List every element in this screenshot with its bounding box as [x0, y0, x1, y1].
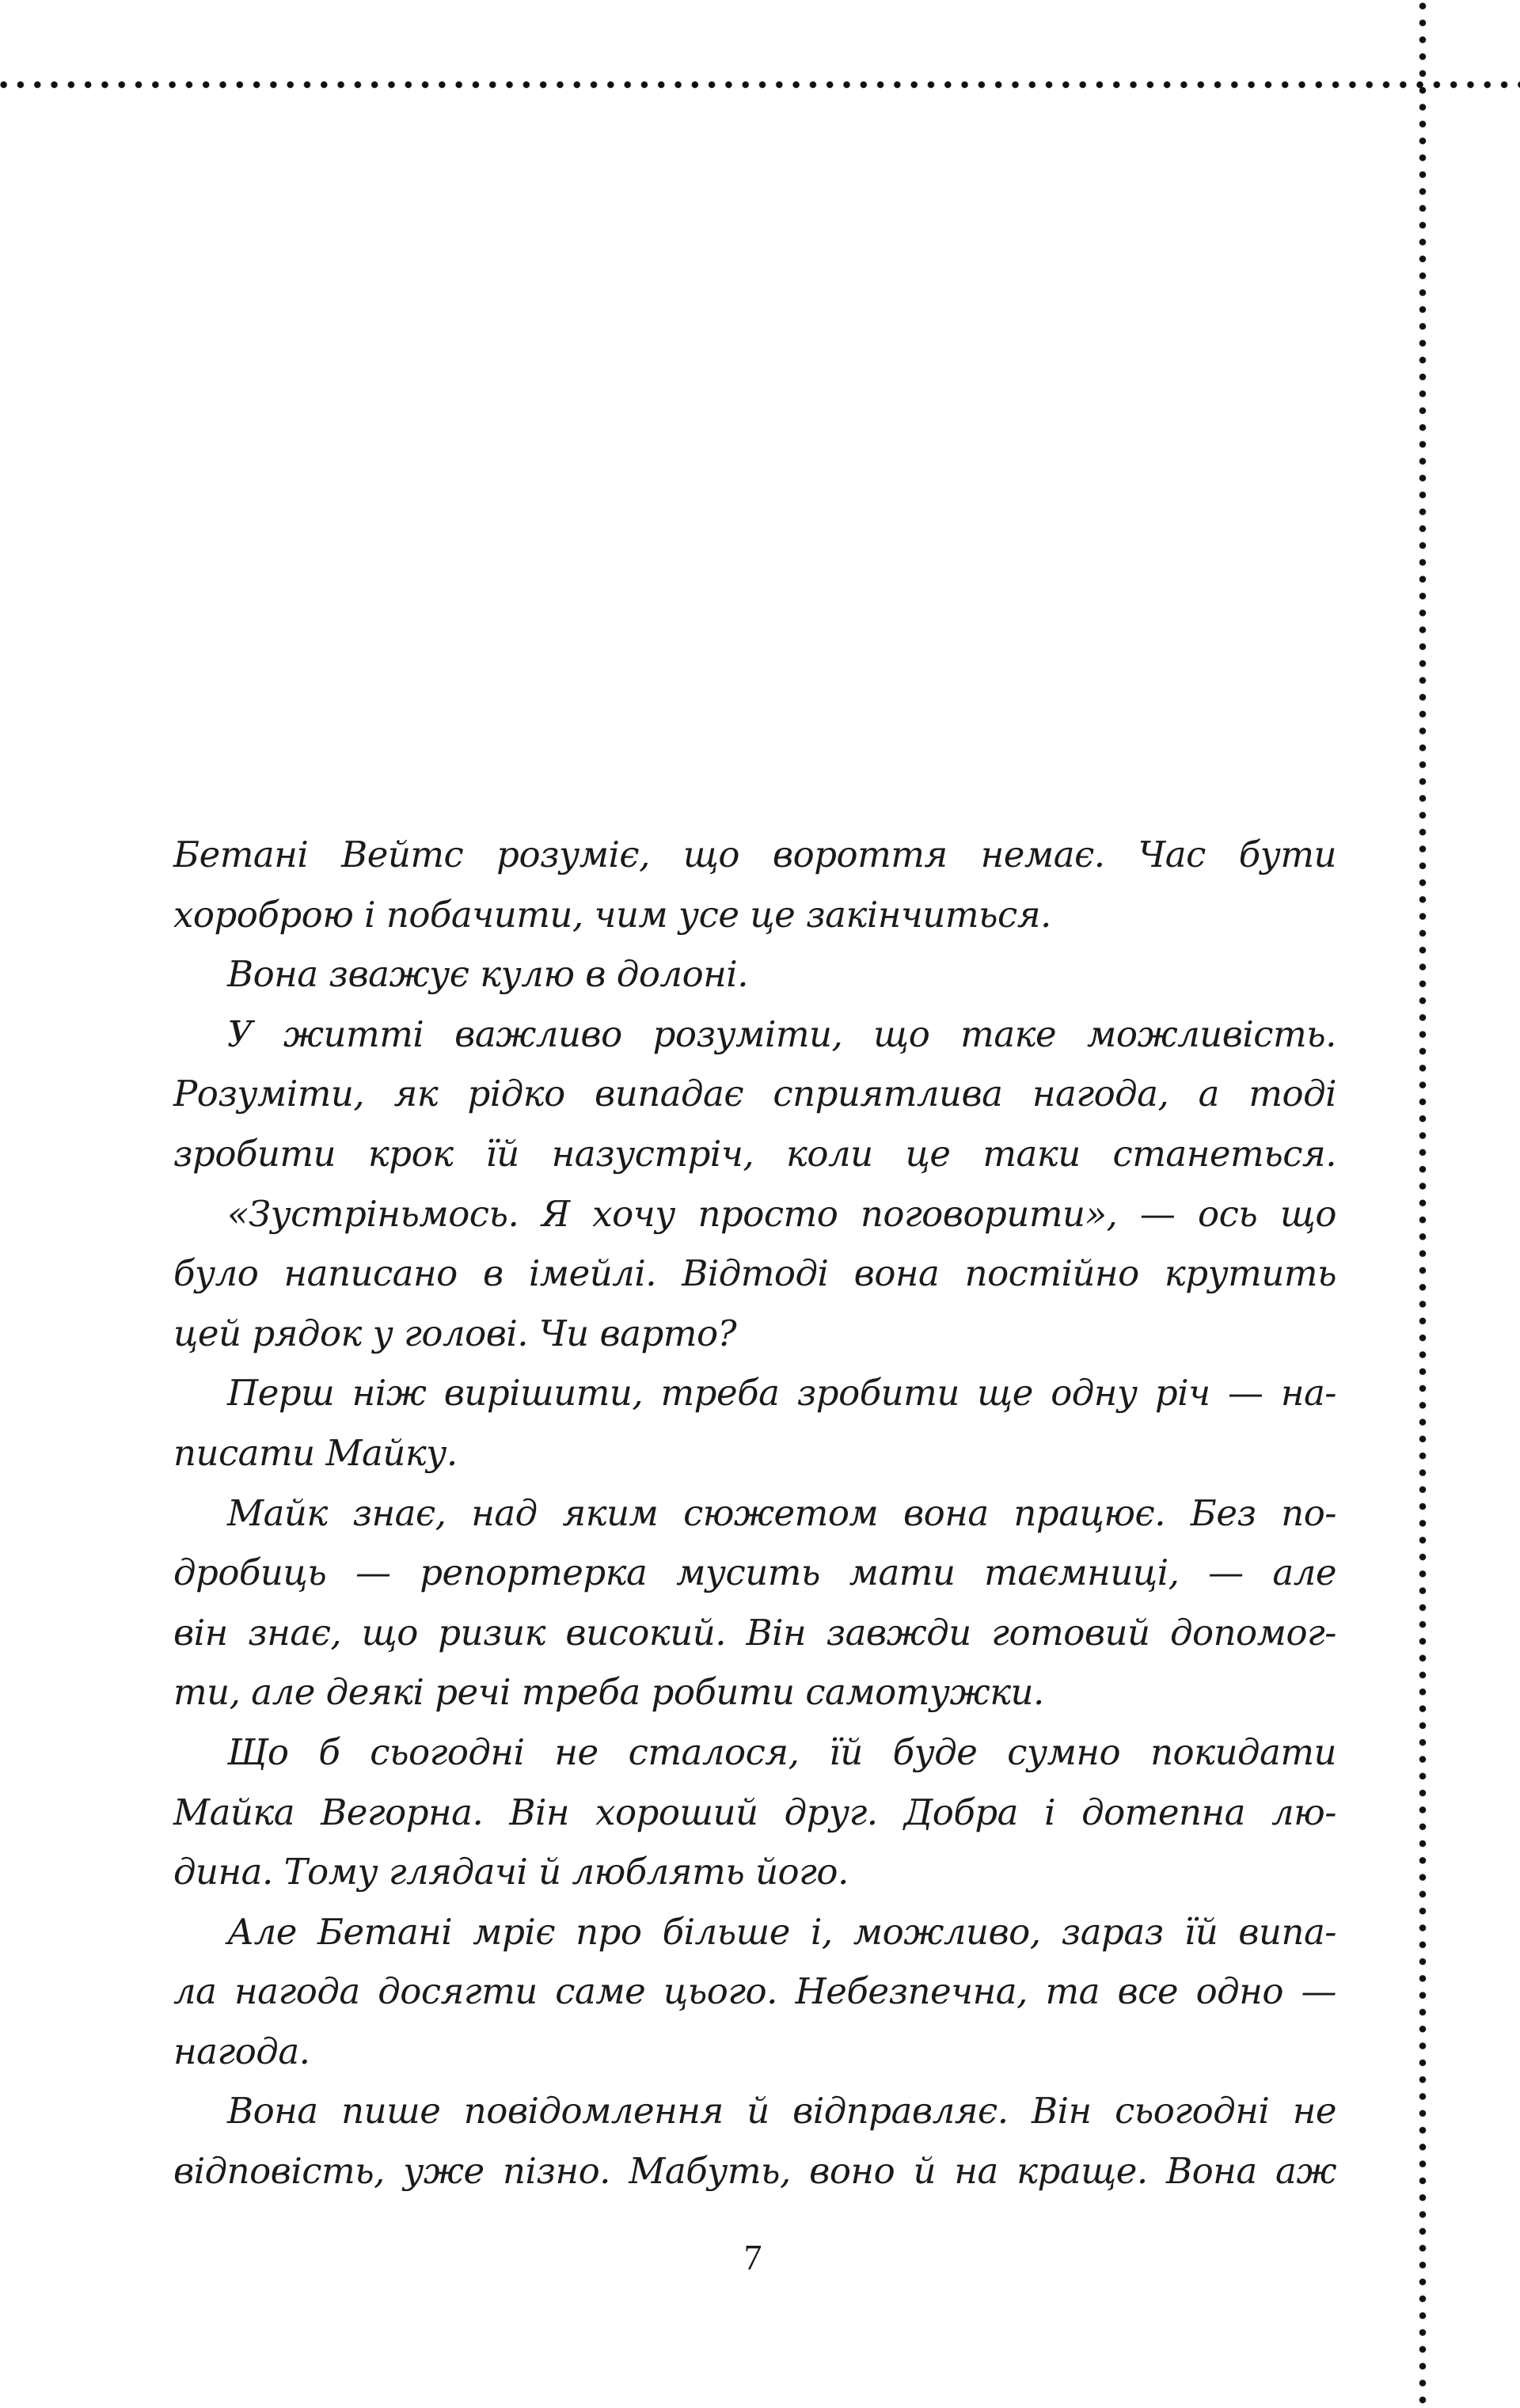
text-line: Вона зважує кулю в долоні. — [227, 953, 749, 996]
text-line: Бетані Вейтс розуміє, що вороття немає. Час бути — [173, 834, 1336, 875]
text-line: хороброю і побачити, чим усе це закінчиться. — [173, 893, 1051, 936]
text-line: ла нагода досягти саме цього. Небезпечна, та все одно — — [173, 1970, 1336, 2013]
text-line: цей рядок у голові. Чи варто? — [173, 1312, 737, 1354]
text-line: Що б сьогодні не сталося, їй буде сумно покидати — [227, 1730, 1336, 1773]
text-line: зробити крок їй назустріч, коли це таки станеться. — [173, 1132, 1336, 1175]
text-line: Але Бетані мріє про більше і, можливо, зараз їй випа- — [227, 1910, 1336, 1953]
text-line: дина. Тому глядачі й люблять його. — [173, 1851, 849, 1893]
text-line: Вона пише повідомлення й відправляє. Він сьогодні не — [227, 2090, 1336, 2133]
text-line: Перш ніж вирішити, треба зробити ще одну річ — на- — [227, 1372, 1336, 1415]
text-line: ти, але деякі речі треба робити самотужки. — [173, 1671, 1044, 1714]
text-line: Майк знає, над яким сюжетом вона працює. Без по- — [227, 1491, 1336, 1534]
text-line: було написано в імейлі. Відтоді вона постійно крутить — [173, 1252, 1336, 1295]
text-line: він знає, що ризик високий. Він завжди готовий допомог- — [173, 1611, 1336, 1654]
text-line: У житті важливо розуміти, що таке можливість. — [227, 1012, 1336, 1055]
text-line: дробиць — репортерка мусить мати таємниці, — але — [173, 1552, 1336, 1594]
text-line: нагода. — [173, 2030, 310, 2072]
text-line: писати Майку. — [173, 1431, 458, 1474]
text-line: відповість, уже пізно. Мабуть, воно й на краще. Вона аж — [173, 2150, 1336, 2193]
page-number: 7 — [743, 2237, 762, 2277]
body-text — [173, 825, 1336, 2201]
dotted-border-right — [1419, 0, 1427, 2408]
text-line: Розуміти, як рідко випадає сприятлива нагода, а тоді — [173, 1073, 1336, 1115]
text-line: «Зустріньмось. Я хочу просто поговорити», — ось що — [227, 1192, 1336, 1235]
dotted-border-top — [0, 81, 1520, 89]
text-line: Майка Вегорна. Він хороший друг. Добра і дотепна лю- — [173, 1791, 1336, 1833]
